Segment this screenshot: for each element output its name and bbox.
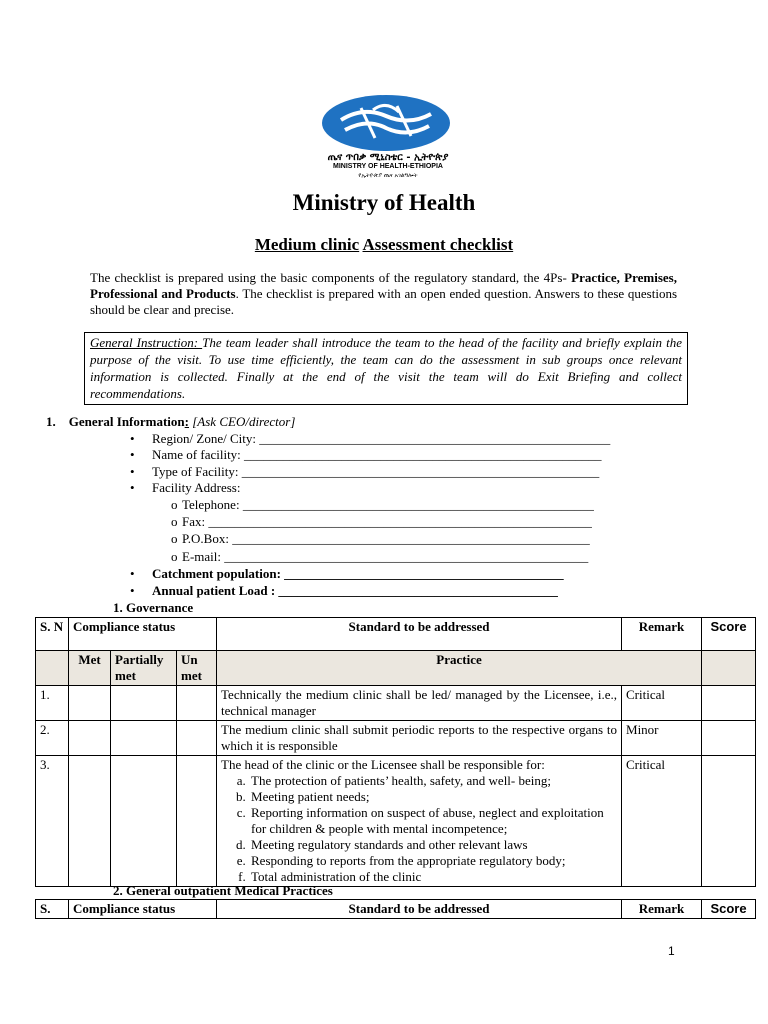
field-fax: Fax: ___________________________________________________________ [182,514,592,529]
met-cell[interactable] [69,686,111,721]
instruction-lead: General Instruction: [90,335,203,350]
field-facility-address: Facility Address: [152,480,241,495]
header-practice: Practice [217,651,702,686]
list-item: f. Total administration of the clinic [249,869,617,885]
unmet-cell[interactable] [177,756,217,887]
score-cell[interactable] [702,686,756,721]
logo-text-amharic: ጤና ጥበቃ ሚኒስቴር - ኢትዮጵያ [327,152,449,163]
ministry-logo [283,90,493,185]
governance-table [35,617,756,887]
list-item: b. Meeting patient needs; [249,789,617,805]
general-info-title: General Information [68,414,185,429]
met-cell[interactable] [69,721,111,756]
score-cell[interactable] [702,721,756,756]
intro-text-2: . The checklist is prepared with an open ended question. Answers to these questions should be clear and precise. [90,286,677,317]
bullet-icon: • [130,480,135,495]
field-catchment-population: Catchment population: ___________________________________________ [152,566,564,581]
general-info-note: [Ask CEO/director] [189,414,296,429]
list-item: e. Responding to reports from the appropriate regulatory body; [249,853,617,869]
bullet-icon: • [130,566,135,581]
general-info-number: 1. [46,414,56,429]
bullet-icon: • [130,447,135,462]
bullet-icon: • [130,431,135,446]
partially-met-cell[interactable] [111,756,177,887]
row-sn: 3. [36,756,69,887]
row-remark: Critical [622,756,702,887]
table-row [36,756,756,887]
table-row [36,686,756,721]
partially-met-cell[interactable] [111,686,177,721]
section-outpatient-heading: 2. General outpatient Medical Practices [113,883,333,898]
bullet-icon: • [130,583,135,598]
field-facility-type: Type of Facility: _______________________________________________________ [152,464,600,479]
row-standard: Technically the medium clinic shall be led/ managed by the Licensee, i.e., technical manager [217,686,622,721]
logo-text-english: MINISTRY OF HEALTH-ETHIOPIA [333,163,443,170]
field-facility-name: Name of facility: _______________________________________________________ [152,447,602,462]
header-remark: Remark [622,618,702,651]
row-remark: Minor [622,721,702,756]
row-sn: 2. [36,721,69,756]
subheader-empty [36,651,69,686]
subtitle-part2: Assessment checklist [362,235,514,254]
header-unmet: Un met [177,651,217,686]
list-item: c. Reporting information on suspect of abuse, neglect and exploitation for children & people with mental incompetence; [249,805,617,837]
header-sn: S. [36,900,69,919]
circle-bullet-icon: o [171,497,178,512]
partially-met-cell[interactable] [111,721,177,756]
list-item: a. The protection of patients’ health, safety, and well- being; [249,773,617,789]
instruction-text: The team leader shall introduce the team to the head of the facility and briefly explain the purpose of the visit. To use time efficiently, the team can do the assessment in sub groups once relevant information is collected. Finally at the end of the visit the team will do Exit Briefing and collect recommendations. [90,335,682,401]
table-header-row [36,618,756,651]
header-partially-met: Partially met [111,651,177,686]
field-annual-patient-load: Annual patient Load : ___________________________________________ [152,583,558,598]
list-item: d. Meeting regulatory standards and other relevant laws [249,837,617,853]
general-info-colon: : [184,414,189,429]
row-remark: Critical [622,686,702,721]
header-compliance-status: Compliance status [69,900,217,919]
general-info-heading [46,414,295,430]
field-region: Region/ Zone/ City: ______________________________________________________ [152,431,611,446]
bullet-icon: • [130,464,135,479]
circle-bullet-icon: o [171,514,178,529]
row-standard: The head of the clinic or the Licensee shall be responsible for: [221,757,545,772]
header-remark: Remark [622,900,702,919]
logo-text-small: የኢትዮጵያ ጤና አገልግሎት [358,172,418,179]
row-standard: The medium clinic shall submit periodic reports to the respective organs to which it is responsible [217,721,622,756]
intro-paragraph [90,270,677,318]
header-score: Score [702,900,756,919]
table-row [36,721,756,756]
row-standard-list [217,756,622,887]
table-header-row [36,900,756,919]
subheader-score-empty [702,651,756,686]
header-compliance-status: Compliance status [69,618,217,651]
row-sn: 1. [36,686,69,721]
field-email: E-mail: ________________________________________________________ [182,549,589,564]
table-subheader-row [36,651,756,686]
section-governance-heading: 1. Governance [113,600,194,615]
header-standard: Standard to be addressed [217,618,622,651]
unmet-cell[interactable] [177,721,217,756]
field-pobox: P.O.Box: _______________________________________________________ [182,531,590,546]
circle-bullet-icon: o [171,549,178,564]
circle-bullet-icon: o [171,531,178,546]
responsibility-list [221,773,617,885]
header-sn: S. N [36,618,69,651]
unmet-cell[interactable] [177,686,217,721]
outpatient-table [35,899,756,919]
score-cell[interactable] [702,756,756,887]
intro-text-1: The checklist is prepared using the basic components of the regulatory standard, the 4Ps- [90,270,572,285]
page-title: Ministry of Health [292,190,476,215]
header-score: Score [702,618,756,651]
header-standard: Standard to be addressed [217,900,622,919]
field-telephone: Telephone: ______________________________________________________ [182,497,594,512]
header-met: Met [69,651,111,686]
subtitle-part1: Medium clinic [254,235,360,254]
met-cell[interactable] [69,756,111,887]
page-number: 1 [668,944,675,958]
page-subtitle [0,235,768,255]
general-instruction-box [84,332,688,405]
intro-bold: Practice, Premises, Professional and Products [90,270,677,301]
